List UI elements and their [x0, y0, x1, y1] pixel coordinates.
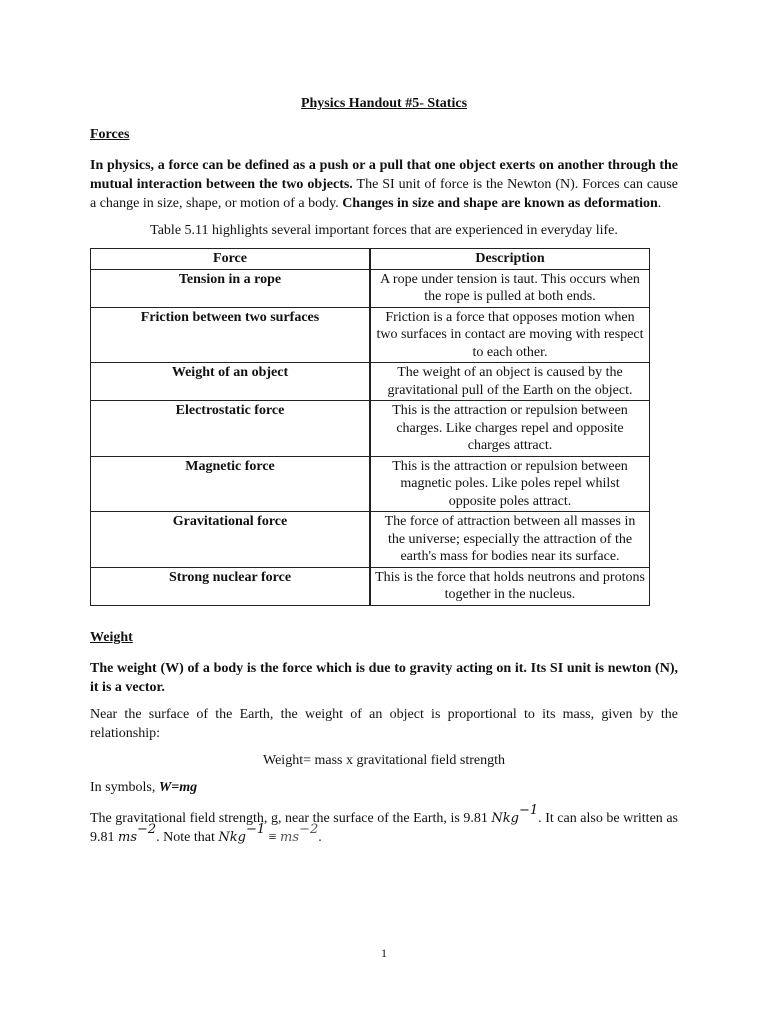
sentence-end: .	[318, 829, 322, 845]
unit-nkg: Nkg	[491, 810, 519, 826]
page-number: 1	[381, 946, 387, 960]
g-text: . It can also be written as 9.81	[90, 810, 678, 845]
sentence-end: .	[657, 196, 662, 211]
force-description: The force of attraction between all masses in the universe; especially the attraction of the earth's mass for bodies near its surface.	[370, 512, 650, 568]
force-description: A rope under tension is taut. This occurs when the rope is pulled at both ends.	[370, 269, 650, 307]
header-force: Force	[91, 249, 371, 270]
table-row	[91, 269, 650, 307]
force-name: Weight of an object	[91, 363, 371, 401]
symbols-line	[90, 778, 678, 797]
weight-formula: Weight= mass x gravitational field strength	[263, 752, 505, 768]
force-description: Friction is a force that opposes motion when two surfaces in contact are moving with respect to each other.	[370, 307, 650, 363]
force-description: This is the attraction or repulsion between magnetic poles. Like poles repel whilst opposite poles attract.	[370, 456, 650, 512]
force-name: Magnetic force	[91, 456, 371, 512]
table-caption: Table 5.11 highlights several important forces that are experienced in everyday life.	[150, 223, 618, 238]
unit-ms: ms	[280, 829, 300, 845]
forces-heading: Forces	[90, 127, 130, 142]
force-name: Friction between two surfaces	[91, 307, 371, 363]
table-row	[91, 456, 650, 512]
weight-heading: Weight	[90, 629, 133, 645]
document-page	[90, 94, 678, 855]
force-name: Electrostatic force	[91, 401, 371, 457]
symbols-formula: W=mg	[158, 779, 198, 795]
forces-definition: In physics, a force can be defined as a push or a pull that one object exerts on another through the mutual interaction between the two objects.	[90, 158, 678, 192]
equivalence-symbol: ≡	[265, 829, 281, 845]
gravitational-field-paragraph	[90, 802, 678, 847]
exponent: −1	[518, 802, 539, 818]
forces-si-unit-text: The SI unit of force is the Newton (N). Forces can cause a change in size, shape, or motion of a body.	[90, 177, 679, 211]
g-text: The gravitational field strength, g, near the surface of the Earth, is 9.81	[90, 810, 492, 826]
exponent: −1	[245, 821, 266, 837]
exponent: −2	[299, 821, 319, 837]
forces-table	[90, 248, 650, 606]
exponent: −2	[137, 821, 157, 837]
table-row	[91, 512, 650, 568]
page-title: Physics Handout #5- Statics	[300, 96, 468, 111]
unit-nkg: Nkg	[218, 829, 246, 845]
table-header-row	[91, 249, 650, 270]
force-name: Tension in a rope	[91, 269, 371, 307]
force-description: This is the force that holds neutrons and protons together in the nucleus.	[370, 567, 650, 605]
header-description: Description	[370, 249, 650, 270]
weight-paragraph: Near the surface of the Earth, the weight of an object is proportional to its mass, given by the relationship:	[90, 706, 678, 741]
table-row	[91, 363, 650, 401]
symbols-prefix: In symbols,	[90, 779, 159, 795]
table-row	[91, 401, 650, 457]
forces-intro-paragraph	[90, 156, 678, 213]
force-description: This is the attraction or repulsion between charges. Like charges repel and opposite charges attract.	[370, 401, 650, 457]
force-description: The weight of an object is caused by the gravitational pull of the Earth on the object.	[370, 363, 650, 401]
table-row	[91, 307, 650, 363]
deformation-definition: Changes in size and shape are known as deformation	[342, 196, 658, 211]
weight-definition-text: The weight (W) of a body is the force which is due to gravity acting on it. Its SI unit is newton (N), it is a vector.	[90, 660, 678, 695]
force-name: Strong nuclear force	[91, 567, 371, 605]
force-name: Gravitational force	[91, 512, 371, 568]
table-row	[91, 567, 650, 605]
g-text: . Note that	[156, 829, 219, 845]
unit-ms: ms	[118, 829, 137, 845]
weight-definition	[90, 659, 678, 697]
